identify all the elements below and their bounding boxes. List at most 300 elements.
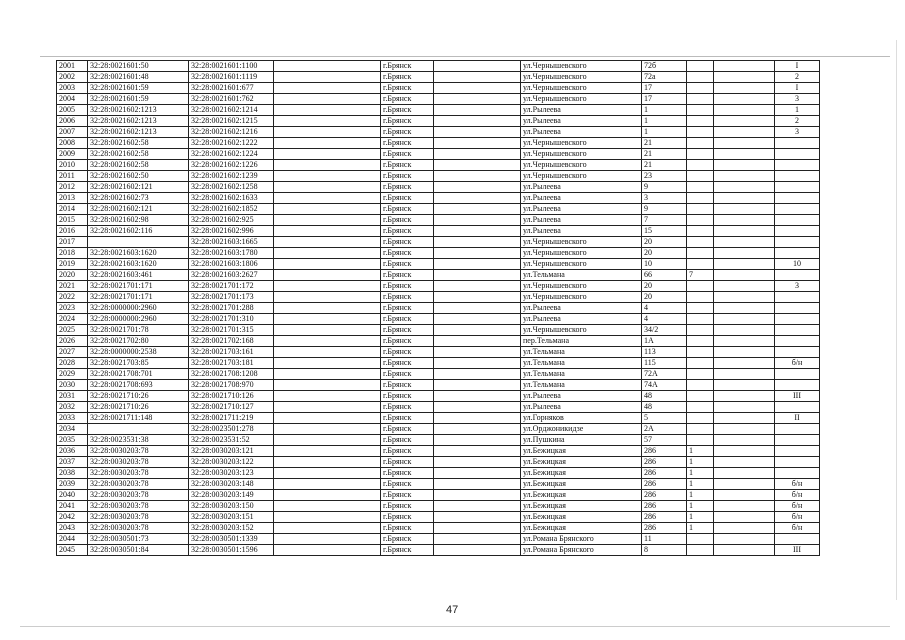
cell-building: 1 (687, 468, 714, 479)
table-row (57, 127, 820, 138)
cell-city: г.Брянск (381, 193, 434, 204)
table-row (57, 138, 820, 149)
table-row (57, 94, 820, 105)
cell-row-number: 2003 (57, 83, 88, 94)
cell-apartment (775, 270, 820, 281)
cell-row-number: 2019 (57, 259, 88, 270)
cell-empty (434, 446, 521, 457)
table-row (57, 501, 820, 512)
cell-house-number: 9 (642, 182, 687, 193)
cell-building (687, 402, 714, 413)
table-row (57, 182, 820, 193)
table-row (57, 281, 820, 292)
cell-apartment (775, 424, 820, 435)
cell-house-number: 17 (642, 94, 687, 105)
cell-parent-cadastral-number: 32:28:0030501:84 (88, 545, 189, 556)
cell-row-number: 2028 (57, 358, 88, 369)
cell-building: 1 (687, 457, 714, 468)
cell-street: ул.Бежицкая (521, 468, 642, 479)
cell-street: ул.Чернышевского (521, 248, 642, 259)
cell-house-number: 21 (642, 149, 687, 160)
cell-row-number: 2035 (57, 435, 88, 446)
cell-parent-cadastral-number: 32:28:0021703:85 (88, 358, 189, 369)
cell-house-number: 20 (642, 292, 687, 303)
cell-row-number: 2005 (57, 105, 88, 116)
cell-building: 1 (687, 523, 714, 534)
cell-building (687, 347, 714, 358)
cell-city: г.Брянск (381, 468, 434, 479)
cell-empty (274, 281, 381, 292)
cell-apartment (775, 226, 820, 237)
cell-street: ул.Рылеева (521, 116, 642, 127)
cell-empty (714, 292, 775, 303)
cell-city: г.Брянск (381, 292, 434, 303)
cell-street: ул.Чернышевского (521, 160, 642, 171)
cell-cadastral-number: 32:28:0030501:1339 (189, 534, 274, 545)
cell-parent-cadastral-number: 32:28:0021602:50 (88, 171, 189, 182)
cell-parent-cadastral-number: 32:28:0021602:58 (88, 160, 189, 171)
cell-street: ул.Горняков (521, 413, 642, 424)
cell-street: ул.Рылеева (521, 193, 642, 204)
cell-house-number: 48 (642, 391, 687, 402)
cell-parent-cadastral-number: 32:28:0021701:171 (88, 281, 189, 292)
cell-city: г.Брянск (381, 259, 434, 270)
cell-building (687, 435, 714, 446)
cell-parent-cadastral-number: 32:28:0021601:48 (88, 72, 189, 83)
cell-building (687, 149, 714, 160)
cell-apartment (775, 446, 820, 457)
cell-row-number: 2025 (57, 325, 88, 336)
cell-building (687, 171, 714, 182)
cell-house-number: 1 (642, 127, 687, 138)
cell-house-number: 72а (642, 72, 687, 83)
cell-house-number: 72б (642, 61, 687, 72)
cell-cadastral-number: 32:28:0021603:2627 (189, 270, 274, 281)
cell-city: г.Брянск (381, 358, 434, 369)
cell-apartment: б/н (775, 512, 820, 523)
cell-row-number: 2008 (57, 138, 88, 149)
cell-empty (714, 391, 775, 402)
cell-house-number: 115 (642, 358, 687, 369)
cell-city: г.Брянск (381, 303, 434, 314)
cell-parent-cadastral-number: 32:28:0030203:78 (88, 479, 189, 490)
cell-empty (714, 380, 775, 391)
cell-apartment: 3 (775, 281, 820, 292)
cell-parent-cadastral-number: 32:28:0030203:78 (88, 523, 189, 534)
table-row (57, 171, 820, 182)
cell-building (687, 83, 714, 94)
cell-parent-cadastral-number: 32:28:0030203:78 (88, 468, 189, 479)
cell-empty (274, 160, 381, 171)
cell-row-number: 2037 (57, 457, 88, 468)
cell-empty (434, 72, 521, 83)
cell-building (687, 391, 714, 402)
cell-street: ул.Чернышевского (521, 325, 642, 336)
cell-apartment: I (775, 83, 820, 94)
cell-street: ул.Бежицкая (521, 490, 642, 501)
cell-street: ул.Рылеева (521, 303, 642, 314)
cell-empty (714, 369, 775, 380)
cell-building (687, 413, 714, 424)
cell-empty (434, 369, 521, 380)
cell-empty (714, 215, 775, 226)
cell-empty (434, 215, 521, 226)
cell-street: ул.Тельмана (521, 369, 642, 380)
cell-building (687, 292, 714, 303)
cell-building (687, 325, 714, 336)
table-row (57, 292, 820, 303)
cell-street: ул.Романа Брянского (521, 534, 642, 545)
cell-house-number: 4 (642, 314, 687, 325)
table-row (57, 248, 820, 259)
cell-house-number: 4 (642, 303, 687, 314)
cell-cadastral-number: 32:28:0021601:1100 (189, 61, 274, 72)
cell-apartment: 2 (775, 116, 820, 127)
cell-empty (714, 160, 775, 171)
cell-empty (274, 237, 381, 248)
cell-apartment: 1 (775, 105, 820, 116)
cell-parent-cadastral-number: 32:28:0021601:50 (88, 61, 189, 72)
cell-city: г.Брянск (381, 424, 434, 435)
cell-cadastral-number: 32:28:0021602:925 (189, 215, 274, 226)
cell-apartment (775, 182, 820, 193)
cell-apartment (775, 149, 820, 160)
cell-empty (434, 138, 521, 149)
cell-row-number: 2040 (57, 490, 88, 501)
cell-apartment (775, 303, 820, 314)
cell-apartment (775, 292, 820, 303)
cell-city: г.Брянск (381, 402, 434, 413)
cell-apartment (775, 215, 820, 226)
cell-city: г.Брянск (381, 413, 434, 424)
cell-street: ул.Чернышевского (521, 292, 642, 303)
cell-house-number: 17 (642, 83, 687, 94)
cell-street: ул.Рылеева (521, 127, 642, 138)
cell-city: г.Брянск (381, 281, 434, 292)
cell-street: ул.Чернышевского (521, 237, 642, 248)
cell-city: г.Брянск (381, 435, 434, 446)
table-row (57, 105, 820, 116)
cell-empty (434, 259, 521, 270)
cell-empty (434, 534, 521, 545)
table-row (57, 116, 820, 127)
cell-cadastral-number: 32:28:0030203:123 (189, 468, 274, 479)
cell-empty (714, 468, 775, 479)
cell-empty (274, 468, 381, 479)
cell-street: ул.Чернышевского (521, 281, 642, 292)
table-row (57, 259, 820, 270)
cell-parent-cadastral-number: 32:28:0030203:78 (88, 446, 189, 457)
cell-parent-cadastral-number: 32:28:0030203:78 (88, 512, 189, 523)
cell-street: ул.Пушкина (521, 435, 642, 446)
cell-parent-cadastral-number: 32:28:0021602:121 (88, 182, 189, 193)
cell-apartment (775, 325, 820, 336)
cell-house-number: 3 (642, 193, 687, 204)
cell-street: ул.Тельмана (521, 380, 642, 391)
cell-street: ул.Тельмана (521, 358, 642, 369)
cell-empty (434, 160, 521, 171)
cell-empty (274, 545, 381, 556)
cell-house-number: 1А (642, 336, 687, 347)
cell-house-number: 15 (642, 226, 687, 237)
cell-empty (714, 226, 775, 237)
cell-empty (274, 391, 381, 402)
table-row (57, 545, 820, 556)
table-row (57, 325, 820, 336)
cell-parent-cadastral-number (88, 424, 189, 435)
cell-house-number: 20 (642, 248, 687, 259)
cell-empty (434, 457, 521, 468)
cell-cadastral-number: 32:28:0030203:122 (189, 457, 274, 468)
cell-empty (274, 292, 381, 303)
cell-house-number: 286 (642, 468, 687, 479)
cell-empty (714, 501, 775, 512)
cell-building (687, 534, 714, 545)
table-row (57, 380, 820, 391)
cell-empty (274, 226, 381, 237)
cell-street: ул.Рылеева (521, 215, 642, 226)
cell-building (687, 380, 714, 391)
cell-row-number: 2043 (57, 523, 88, 534)
cell-empty (434, 358, 521, 369)
cell-cadastral-number: 32:28:0021602:1216 (189, 127, 274, 138)
cell-house-number: 286 (642, 523, 687, 534)
cell-city: г.Брянск (381, 314, 434, 325)
cell-row-number: 2026 (57, 336, 88, 347)
table-row (57, 523, 820, 534)
cell-empty (274, 303, 381, 314)
cell-street: ул.Чернышевского (521, 72, 642, 83)
cell-parent-cadastral-number: 32:28:0000000:2960 (88, 303, 189, 314)
cell-cadastral-number: 32:28:0021602:1226 (189, 160, 274, 171)
cell-city: г.Брянск (381, 138, 434, 149)
cell-empty (714, 347, 775, 358)
cell-house-number: 1 (642, 105, 687, 116)
cell-street: ул.Рылеева (521, 314, 642, 325)
cell-row-number: 2014 (57, 204, 88, 215)
cell-empty (714, 512, 775, 523)
table-row (57, 215, 820, 226)
table-row (57, 468, 820, 479)
cell-empty (714, 281, 775, 292)
cell-row-number: 2007 (57, 127, 88, 138)
cell-apartment (775, 534, 820, 545)
cell-apartment: б/н (775, 523, 820, 534)
cell-city: г.Брянск (381, 270, 434, 281)
page-number: 47 (446, 604, 459, 616)
cell-cadastral-number: 32:28:0021603:1665 (189, 237, 274, 248)
cell-building (687, 215, 714, 226)
cell-building: 1 (687, 479, 714, 490)
cell-building (687, 336, 714, 347)
cell-cadastral-number: 32:28:0023531:52 (189, 435, 274, 446)
cell-row-number: 2015 (57, 215, 88, 226)
cell-empty (714, 237, 775, 248)
cell-house-number: 286 (642, 479, 687, 490)
cell-apartment (775, 237, 820, 248)
cell-cadastral-number: 32:28:0021602:1258 (189, 182, 274, 193)
cell-apartment (775, 171, 820, 182)
table-row (57, 358, 820, 369)
cell-house-number: 2А (642, 424, 687, 435)
cell-street: ул.Рылеева (521, 182, 642, 193)
cell-cadastral-number: 32:28:0021701:315 (189, 325, 274, 336)
cell-parent-cadastral-number: 32:28:0021602:1213 (88, 127, 189, 138)
cell-empty (274, 435, 381, 446)
cell-parent-cadastral-number: 32:28:0021603:1620 (88, 248, 189, 259)
cell-empty (274, 336, 381, 347)
cell-empty (714, 138, 775, 149)
cell-city: г.Брянск (381, 105, 434, 116)
cell-parent-cadastral-number: 32:28:0030203:78 (88, 457, 189, 468)
cell-parent-cadastral-number: 32:28:0021602:98 (88, 215, 189, 226)
table-row (57, 193, 820, 204)
cell-parent-cadastral-number: 32:28:0000000:2538 (88, 347, 189, 358)
cell-empty (274, 105, 381, 116)
cell-street: ул.Чернышевского (521, 171, 642, 182)
cell-empty (434, 413, 521, 424)
cell-empty (434, 94, 521, 105)
cell-empty (274, 149, 381, 160)
table-row (57, 336, 820, 347)
cell-empty (434, 226, 521, 237)
cell-empty (274, 380, 381, 391)
cell-empty (274, 446, 381, 457)
cell-empty (434, 523, 521, 534)
cell-city: г.Брянск (381, 380, 434, 391)
cell-empty (274, 72, 381, 83)
cell-row-number: 2032 (57, 402, 88, 413)
cell-house-number: 9 (642, 204, 687, 215)
cell-house-number: 286 (642, 501, 687, 512)
cell-parent-cadastral-number: 32:28:0021601:59 (88, 83, 189, 94)
cell-empty (714, 182, 775, 193)
cell-row-number: 2011 (57, 171, 88, 182)
cell-cadastral-number: 32:28:0021703:161 (189, 347, 274, 358)
cell-street: ул.Чернышевского (521, 83, 642, 94)
cell-empty (274, 523, 381, 534)
cell-city: г.Брянск (381, 545, 434, 556)
cell-house-number: 113 (642, 347, 687, 358)
cell-empty (714, 457, 775, 468)
cell-city: г.Брянск (381, 523, 434, 534)
cell-empty (714, 545, 775, 556)
table-row (57, 490, 820, 501)
cell-street: ул.Бежицкая (521, 479, 642, 490)
cell-row-number: 2013 (57, 193, 88, 204)
cell-empty (274, 479, 381, 490)
cell-parent-cadastral-number: 32:28:0021701:171 (88, 292, 189, 303)
cell-house-number: 57 (642, 435, 687, 446)
cell-empty (434, 490, 521, 501)
cell-cadastral-number: 32:28:0030501:1596 (189, 545, 274, 556)
cell-empty (434, 182, 521, 193)
cell-empty (274, 116, 381, 127)
table-row (57, 424, 820, 435)
table-row (57, 160, 820, 171)
cell-apartment (775, 369, 820, 380)
table-row (57, 72, 820, 83)
cell-house-number: 72А (642, 369, 687, 380)
cell-house-number: 21 (642, 160, 687, 171)
cell-street: ул.Чернышевского (521, 138, 642, 149)
cell-building (687, 281, 714, 292)
cell-street: ул.Чернышевского (521, 149, 642, 160)
cell-empty (434, 435, 521, 446)
table-row (57, 457, 820, 468)
cell-house-number: 10 (642, 259, 687, 270)
cell-apartment: б/н (775, 490, 820, 501)
cell-empty (714, 94, 775, 105)
cell-house-number: 66 (642, 270, 687, 281)
cell-street: ул.Чернышевского (521, 94, 642, 105)
table-row (57, 204, 820, 215)
cell-street: ул.Рылеева (521, 226, 642, 237)
cell-house-number: 48 (642, 402, 687, 413)
cell-city: г.Брянск (381, 336, 434, 347)
cell-apartment (775, 204, 820, 215)
cell-empty (434, 193, 521, 204)
cell-house-number: 286 (642, 457, 687, 468)
cell-building (687, 237, 714, 248)
cell-parent-cadastral-number: 32:28:0021602:58 (88, 138, 189, 149)
cell-empty (434, 391, 521, 402)
cell-empty (274, 413, 381, 424)
cell-parent-cadastral-number: 32:28:0030203:78 (88, 490, 189, 501)
cell-city: г.Брянск (381, 204, 434, 215)
cell-row-number: 2002 (57, 72, 88, 83)
cell-row-number: 2031 (57, 391, 88, 402)
cell-row-number: 2018 (57, 248, 88, 259)
table-row (57, 303, 820, 314)
cell-city: г.Брянск (381, 347, 434, 358)
cell-building (687, 314, 714, 325)
cell-empty (434, 501, 521, 512)
cell-parent-cadastral-number: 32:28:0021602:73 (88, 193, 189, 204)
cell-cadastral-number: 32:28:0021708:1208 (189, 369, 274, 380)
cell-building (687, 105, 714, 116)
cell-empty (274, 534, 381, 545)
table-row (57, 61, 820, 72)
cell-cadastral-number: 32:28:0021603:1780 (189, 248, 274, 259)
cell-house-number: 8 (642, 545, 687, 556)
cell-building (687, 160, 714, 171)
cell-empty (274, 61, 381, 72)
cell-cadastral-number: 32:28:0021702:168 (189, 336, 274, 347)
cell-cadastral-number: 32:28:0030203:150 (189, 501, 274, 512)
cell-parent-cadastral-number: 32:28:0021702:80 (88, 336, 189, 347)
cell-city: г.Брянск (381, 127, 434, 138)
cell-apartment (775, 314, 820, 325)
cell-empty (714, 116, 775, 127)
cell-city: г.Брянск (381, 248, 434, 259)
cell-empty (714, 446, 775, 457)
cell-empty (434, 149, 521, 160)
cell-cadastral-number: 32:28:0021711:219 (189, 413, 274, 424)
cell-parent-cadastral-number: 32:28:0021602:116 (88, 226, 189, 237)
cell-parent-cadastral-number: 32:28:0030501:73 (88, 534, 189, 545)
cell-parent-cadastral-number: 32:28:0021602:58 (88, 149, 189, 160)
cell-empty (714, 490, 775, 501)
cell-empty (714, 303, 775, 314)
cell-building (687, 72, 714, 83)
cell-cadastral-number: 32:28:0021703:181 (189, 358, 274, 369)
table-row (57, 237, 820, 248)
cell-cadastral-number: 32:28:0021602:1239 (189, 171, 274, 182)
cell-empty (274, 501, 381, 512)
cell-house-number: 23 (642, 171, 687, 182)
cell-empty (714, 72, 775, 83)
